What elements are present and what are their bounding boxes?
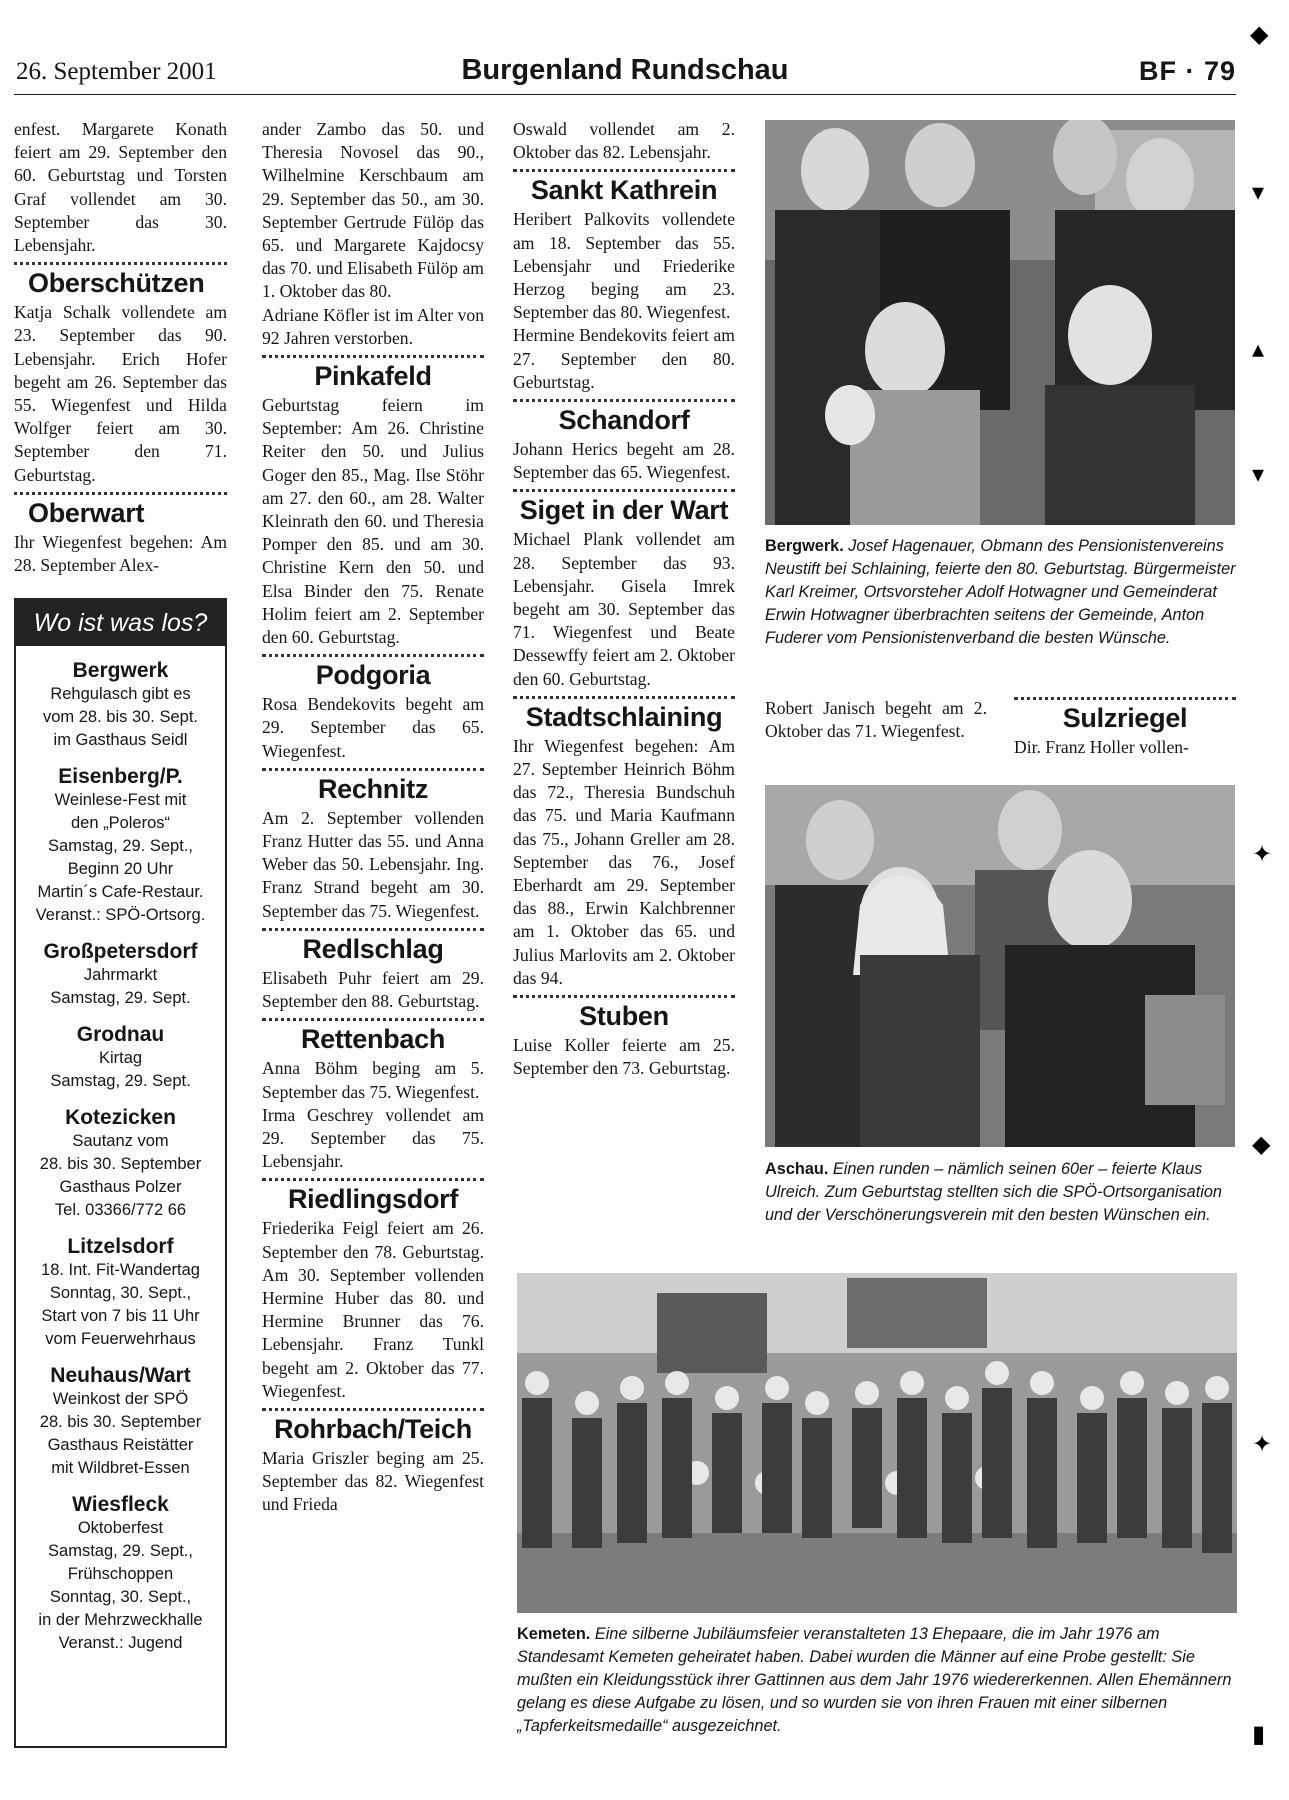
scan-mark: ▮ xyxy=(1252,1722,1266,1748)
article-text: Michael Plank vollendet am 28. September das 93. Lebensjahr. Gisela Imrek begeht am 30. September das 71. Wiegenfest und Beate Dessewffy feiert am 2. Oktober den 60. Geburtstag. xyxy=(513,529,735,689)
janisch-notice xyxy=(765,697,987,743)
article-text: Luise Koller feierte am 25. September den 73. Geburtstag. xyxy=(513,1035,735,1079)
scan-mark: ◆ xyxy=(1250,22,1269,48)
event-detail: Samstag, 29. Sept., xyxy=(48,837,193,855)
article-text: Oswald vollendet am 2. Oktober das 82. Lebensjahr. xyxy=(513,119,735,163)
caption-lead: Aschau. xyxy=(765,1160,829,1178)
events-box xyxy=(14,598,227,1748)
article-text: Elisabeth Puhr feiert am 29. September den 88. Geburtstag. xyxy=(262,967,484,1012)
caption-bergwerk xyxy=(765,535,1237,650)
column-2 xyxy=(262,118,484,1517)
events-list xyxy=(16,658,225,1655)
event-place: Kotezicken xyxy=(65,1106,176,1129)
divider xyxy=(262,768,484,771)
event-detail: mit Wildbret-Essen xyxy=(51,1459,190,1477)
issue-date: 26. September 2001 xyxy=(16,58,217,85)
caption-text: Eine silberne Jubiläumsfeier veranstalteten 13 Ehepaare, die im Jahr 1976 am Standesamt Kemeten geheiratet haben. Dabei wurden die Männer auf eine Probe gestellt: Sie mußten ein Kleidungsstück ihrer Gattinnen aus dem Jahr 1976 wiedererkennen. Allen Ehemännern gelang es diese Aufgabe zu lösen, und so wurden sie von ihren Frauen mit einer silbernen „Tapferkeitsmedaille“ ausgezeichnet. xyxy=(517,1625,1232,1735)
section-heading: Stuben xyxy=(579,1001,669,1032)
scan-mark: ▴ xyxy=(1252,337,1265,363)
event-detail: Beginn 20 Uhr xyxy=(67,860,174,878)
article-text: Rosa Bendekovits begeht am 29. September das 65. Wiegenfest. xyxy=(262,694,484,761)
event-detail: in der Mehrzweckhalle xyxy=(38,1611,203,1629)
article-text: Ihr Wiegenfest begehen: Am 27. September Heinrich Böhm das 72., Theresia Bundschuh das 75. und Maria Kaufmann das 75., Johann Greller am 28. September das 76., Josef Eberhardt am 29. September das 88., Erwin Kalchbrenner am 1. Oktober das 65. und Julius Marlovits am 2. Oktober das 94. xyxy=(513,735,735,988)
caption-aschau xyxy=(765,1158,1237,1227)
event-detail: Samstag, 29. Sept. xyxy=(50,1072,191,1090)
divider xyxy=(513,995,735,998)
section-heading: Podgoria xyxy=(315,660,431,691)
column-1 xyxy=(14,118,227,577)
photo-kemeten-image xyxy=(517,1273,1237,1613)
scan-mark: ✦ xyxy=(1252,1432,1273,1458)
event-detail: vom Feuerwehrhaus xyxy=(45,1330,196,1348)
scan-mark: ◆ xyxy=(1252,1132,1271,1158)
photo-aschau-image xyxy=(765,785,1235,1147)
section-heading: Rechnitz xyxy=(317,773,429,804)
divider xyxy=(262,1018,484,1021)
event-place: Grodnau xyxy=(76,1023,165,1046)
article-text: Anna Böhm beging am 5. September das 75. Wiegenfest. xyxy=(262,1058,484,1102)
event-detail: Weinkost der SPÖ xyxy=(52,1390,189,1408)
event-detail: 28. bis 30. September xyxy=(39,1155,202,1173)
event-detail: 28. bis 30. September xyxy=(39,1413,202,1431)
event-place: Großpetersdorf xyxy=(43,940,198,963)
divider xyxy=(513,489,735,492)
article-text: Hermine Bendekovits feiert am 27. September den 80. Geburtstag. xyxy=(513,325,735,392)
article-text: Ihr Wiegenfest begehen: Am 28. September Alex- xyxy=(14,531,227,576)
article-text: Heribert Palkovits vollendete am 18. September das 55. Lebensjahr und Friederike Herzog beging am 23. September das 80. Wiegenfest. xyxy=(513,209,735,323)
section-heading: Pinkafeld xyxy=(314,361,432,392)
article-text: enfest. Margarete Konath feiert am 29. September den 60. Geburtstag und Torsten Graf vollendet am 30. September das 30. Lebensjahr. xyxy=(14,119,227,256)
event-detail: Gasthaus Reistätter xyxy=(47,1436,194,1454)
event-detail: Veranst.: Jugend xyxy=(58,1634,183,1652)
event-detail: Tel. 03366/772 66 xyxy=(54,1201,187,1219)
article-text: Geburtstag feiern im September: Am 26. Christine Reiter den 50. und Julius Goger den 85., Mag. Ilse Stöhr am 27. den 60., am 28. Walter Kleinrath den 60. und Theresia Pomper den 85. und am 30. Christine Kern den 50. und Elsa Binder den 75. Renate Holim feiert am 2. September den 60. Geburtstag. xyxy=(262,395,484,648)
event-detail: den „Poleros“ xyxy=(70,814,171,832)
photo-kemeten xyxy=(517,1273,1237,1613)
section-heading: Oberwart xyxy=(28,497,145,528)
caption-kemeten xyxy=(517,1623,1241,1738)
article-text: Dir. Franz Holler vollen- xyxy=(1014,737,1189,757)
divider xyxy=(513,169,735,172)
photo-bergwerk xyxy=(765,120,1235,525)
event-detail: Veranst.: SPÖ-Ortsorg. xyxy=(35,906,206,924)
article-text: Maria Griszler beging am 25. September das 82. Wiegenfest und Frieda xyxy=(262,1447,484,1515)
article-text: Friederika Feigl feiert am 26. September den 78. Geburtstag. Am 30. September vollenden Hermine Huber das 80. und Hermine Brunner das 76. Lebensjahr. Franz Tunkl begeht am 2. Oktober das 77. Wiegenfest. xyxy=(262,1218,484,1401)
article-text: Am 2. September vollenden Franz Hutter das 55. und Anna Weber das 50. Lebensjahr. Ing. Franz Strand begeht am 30. September das 75. Wiegenfest. xyxy=(262,807,484,921)
scan-mark: ▾ xyxy=(1252,462,1265,488)
event-detail: Sonntag, 30. Sept., xyxy=(49,1284,192,1302)
event-detail: Kirtag xyxy=(98,1049,143,1067)
event-detail: Jahrmarkt xyxy=(83,966,158,984)
section-heading: Siget in der Wart xyxy=(519,495,729,526)
event-detail: Martin´s Cafe-Restaur. xyxy=(37,883,204,901)
section-heading: Stadtschlaining xyxy=(525,701,723,732)
section-heading: Sankt Kathrein xyxy=(530,175,718,206)
article-text: Adriane Köfler ist im Alter von 92 Jahren verstorben. xyxy=(262,304,484,348)
event-detail: Frühschoppen xyxy=(67,1565,174,1583)
divider xyxy=(262,654,484,657)
divider xyxy=(14,492,227,495)
divider xyxy=(513,399,735,402)
event-detail: Rehgulasch gibt es xyxy=(50,685,191,703)
divider xyxy=(262,1178,484,1181)
article-text: Irma Geschrey vollendet am 29. September das 75. Lebensjahr. xyxy=(262,1104,484,1172)
section-heading: Riedlingsdorf xyxy=(287,1184,459,1215)
divider xyxy=(513,696,735,699)
event-detail: Sonntag, 30. Sept., xyxy=(49,1588,192,1606)
event-detail: Samstag, 29. Sept., xyxy=(48,1542,193,1560)
divider xyxy=(262,355,484,358)
event-detail: vom 28. bis 30. Sept. xyxy=(42,708,198,726)
event-place: Neuhaus/Wart xyxy=(50,1364,191,1387)
events-box-title: Wo ist was los? xyxy=(16,600,225,646)
event-detail: Weinlese-Fest mit xyxy=(54,791,187,809)
column-3 xyxy=(513,118,735,1081)
event-detail: Gasthaus Polzer xyxy=(59,1178,182,1196)
divider xyxy=(1014,697,1236,700)
event-place: Litzelsdorf xyxy=(67,1235,174,1258)
section-heading: Redlschlag xyxy=(302,933,444,964)
section-heading: Sulzriegel xyxy=(1062,703,1188,733)
event-detail: Oktoberfest xyxy=(77,1519,164,1537)
photo-bergwerk-image xyxy=(765,120,1235,525)
section-heading: Rettenbach xyxy=(300,1024,446,1055)
caption-lead: Bergwerk. xyxy=(765,537,844,555)
article-text: Katja Schalk vollendete am 23. September das 90. Lebensjahr. Erich Hofer begeht am 26. September das 55. Wiegenfest und Hilda Wolfger feiert am 30. September den 71. Geburtstag. xyxy=(14,302,227,485)
page-number: BF · 79 xyxy=(1138,56,1236,86)
event-detail: Sautanz vom xyxy=(72,1132,169,1150)
article-text: Johann Herics begeht am 28. September das 65. Wiegenfest. xyxy=(513,439,735,483)
event-place: Eisenberg/P. xyxy=(58,765,183,788)
sulzriegel-notice xyxy=(1014,697,1236,759)
divider xyxy=(14,262,227,265)
section-heading: Rohrbach/Teich xyxy=(274,1413,472,1444)
caption-lead: Kemeten. xyxy=(517,1625,591,1643)
caption-text: Josef Hagenauer, Obmann des Pensionistenvereins Neustift bei Schlaining, feierte den 80. Geburtstag. Bürgermeister Karl Kreimer, Ortsvorsteher Adolf Hotwagner und Gemeinderat Erwin Hotwagner überbrachten seitens der Gemeinde, Anton Fuderer vom Pensionistenverband die besten Wünsche. xyxy=(765,537,1236,647)
section-heading: Oberschützen xyxy=(28,268,205,299)
page-header xyxy=(14,52,1236,95)
event-place: Wiesfleck xyxy=(72,1493,169,1516)
scan-mark: ✦ xyxy=(1252,842,1273,868)
event-detail: Start von 7 bis 11 Uhr xyxy=(41,1307,200,1325)
divider xyxy=(262,928,484,931)
article-text: Robert Janisch begeht am 2. Oktober das 71. Wiegenfest. xyxy=(765,698,987,742)
event-detail: 18. Int. Fit-Wandertag xyxy=(41,1261,200,1279)
caption-text: Einen runden – nämlich seinen 60er – feierte Klaus Ulreich. Zum Geburtstag stellten sich die SPÖ-Ortsorganisation und der Verschönerungsverein mit den besten Wünschen ein. xyxy=(765,1160,1222,1224)
scan-mark: ▾ xyxy=(1252,180,1265,206)
photo-aschau xyxy=(765,785,1235,1147)
article-text: ander Zambo das 50. und Theresia Novosel das 90., Wilhelmine Kerschbaum am 29. September das 50., am 30. September Gertrude Fülöp das 65. und Margarete Kajdocsy das 70. und Elisabeth Fülöp am 1. Oktober das 80. xyxy=(262,119,484,302)
divider xyxy=(262,1408,484,1411)
event-detail: Samstag, 29. Sept. xyxy=(50,989,191,1007)
newspaper-title: Burgenland Rundschau xyxy=(461,54,789,86)
event-detail: im Gasthaus Seidl xyxy=(53,731,188,749)
event-place: Bergwerk xyxy=(72,659,169,682)
section-heading: Schandorf xyxy=(558,405,690,436)
